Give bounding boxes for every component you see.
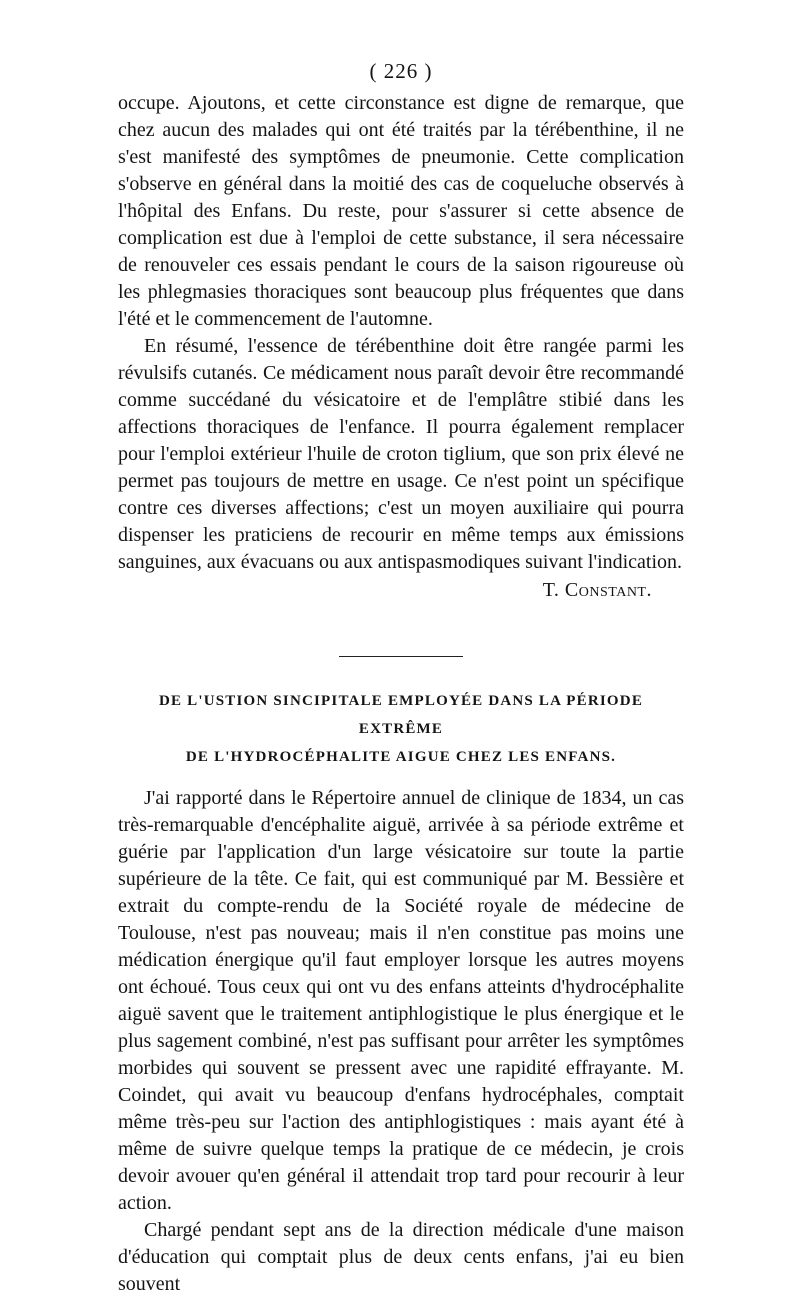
page-number: ( 226 ): [369, 59, 433, 83]
section-heading-line-1: DE L'USTION SINCIPITALE EMPLOYÉE DANS LA PÉRIODE EXTRÊME: [158, 693, 644, 737]
section-divider: [339, 656, 463, 657]
paragraph-summary: En résumé, l'essence de térébenthine doit être rangée parmi les révulsifs cutanés. Ce médicament nous paraît devoir être recommandé comme succédané du vésicatoire et de l'emplâtre stibié dans les affections thoraciques de l'enfance. Il pourra également remplacer pour l'emploi extérieur l'huile de croton tiglium, que son prix élevé ne permet pas toujours de mettre en usage. Ce n'est point un spécifique contre ces diverses affections; c'est un moyen auxiliaire qui pourra dispenser les praticiens de recourir en même temps aux émissions sanguines, aux évacuans ou aux antispasmodiques suivant l'indication.: [118, 335, 684, 573]
section-heading-line-2: DE L'HYDROCÉPHALITE AIGUE CHEZ LES ENFANS.: [185, 749, 617, 765]
author-signature: [118, 576, 684, 604]
paragraph-case-report: J'ai rapporté dans le Répertoire annuel de clinique de 1834, un cas très-remarquable d'encéphalite aiguë, arrivée à sa période extrême et guérie par l'application d'un large vésicatoire sur toute la partie supérieure de la tête. Ce fait, qui est communiqué par M. Bessière et extrait du compte-rendu de la Société royale de médecine de Toulouse, n'est pas nouveau; mais il n'en constitue pas moins une médication énergique qu'il faut employer lorsque les autres moyens ont échoué. Tous ceux qui ont vu des enfans atteints d'hydrocéphalite aiguë savent que le traitement antiphlogistique le plus énergique et le plus sagement combiné, n'est pas suffisant pour arrêter les symptômes morbides qui souvent se pressent avec une rapidité effrayante. M. Coindet, qui avait vu beaucoup d'enfans hydrocéphales, comptait même très-peu sur l'action des antiphlogistiques : mais ayant été à même de suivre quelque temps la pratique de ce médecin, je crois devoir avouer qu'en général il attendait trop tard pour recourir à leur action.: [118, 787, 684, 1214]
paragraph-experience: Chargé pendant sept ans de la direction médicale d'une maison d'éducation qui comptait plus de deux cents enfans, j'ai eu bien souvent: [118, 1219, 684, 1295]
book-page: [118, 56, 684, 1298]
author-name: T. Constant.: [542, 579, 652, 601]
paragraph-continuation: occupe. Ajoutons, et cette circonstance est digne de remarque, que chez aucun des malades qui ont été traités par la térébenthine, il ne s'est manifesté des symptômes de pneumonie. Cette complication s'observe en général dans la moitié des cas de coqueluche observés à l'hôpital des Enfans. Du reste, pour s'assurer si cette absence de complication est due à l'emploi de cette substance, il sera nécessaire de renouveler ces essais pendant le cours de la saison rigoureuse où les phlegmasies thoraciques sont beaucoup plus fréquentes que dans l'été et le commencement de l'automne.: [118, 92, 684, 330]
section-heading: [118, 687, 684, 771]
